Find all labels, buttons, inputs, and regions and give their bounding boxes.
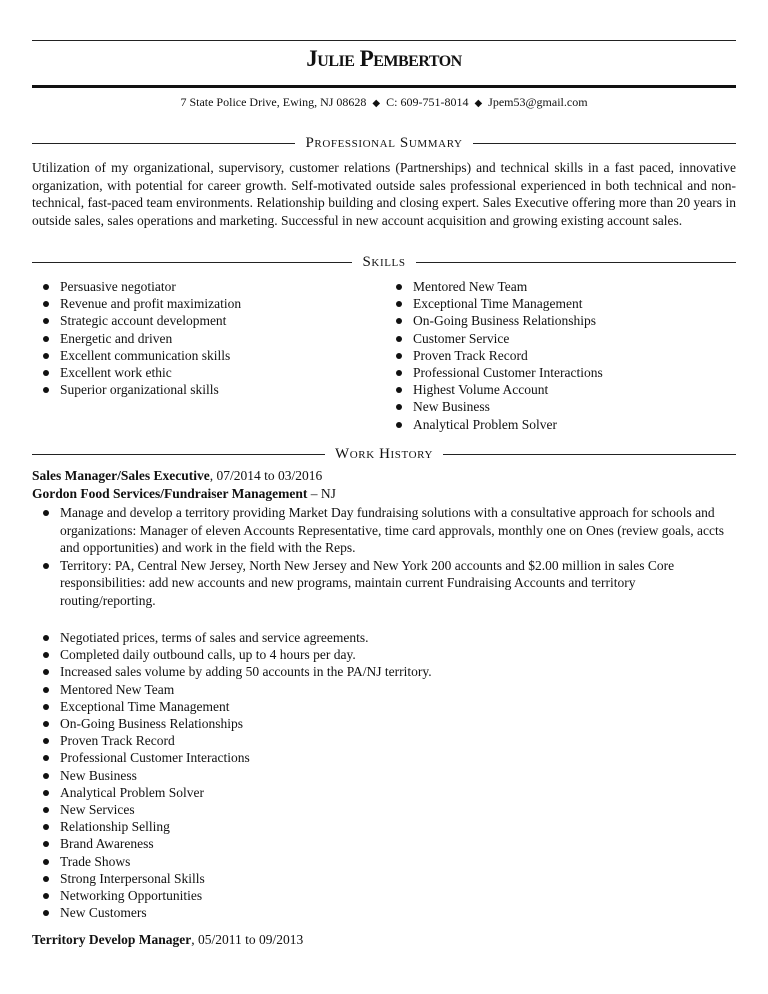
bullet-item: Mentored New Team — [40, 681, 432, 698]
skill-item: Proven Track Record — [393, 347, 603, 364]
diamond-icon: ◆ — [474, 98, 483, 109]
job1-location: – NJ — [307, 486, 336, 501]
bullet-item: Negotiated prices, terms of sales and service agreements. — [40, 629, 432, 646]
summary-text: Utilization of my organizational, supervisory, customer relations (Partnerships) and technical skills in a fast paced, innovative organization, with potential for career growth. Self-motivated outside sales professional experienced in both technical and non-technical, fast-paced team environments. Relationship building and closing expert. Sales Executive offering more than 20 years in outside sales, sales operations and marketing. Successful in new account acquisition and growing existing account sales. — [32, 160, 736, 228]
skill-item: Analytical Problem Solver — [393, 416, 603, 433]
skills-left-list — [40, 278, 241, 398]
name-underline — [32, 85, 736, 88]
detail-item: Manage and develop a territory providing Market Day fundraising solutions with a consultative approach for schools and organizations: Manager of eleven Accounts Representative, time card approvals, monthly one on Ones (review goals, accts and opportunities) and work in the field with the Reps. — [40, 504, 730, 557]
bullet-item: Exceptional Time Management — [40, 698, 432, 715]
skill-item: Excellent communication skills — [40, 347, 241, 364]
divider — [416, 262, 736, 263]
bullet-item: Trade Shows — [40, 853, 432, 870]
job2-title-line — [32, 932, 303, 948]
job1-title: Sales Manager/Sales Executive — [32, 468, 210, 483]
job1-company-line — [32, 486, 336, 502]
job1-details-list — [40, 504, 730, 610]
phone: C: 609-751-8014 — [386, 95, 469, 109]
divider — [32, 454, 325, 455]
skill-item: Mentored New Team — [393, 278, 603, 295]
divider — [473, 143, 736, 144]
job1-company: Gordon Food Services/Fundraiser Management — [32, 486, 308, 501]
job2-dates: , 05/2011 to 09/2013 — [191, 932, 304, 947]
summary-heading-label: Professional Summary — [305, 134, 463, 151]
skill-item: Persuasive negotiator — [40, 278, 241, 295]
diamond-icon: ◆ — [372, 98, 381, 109]
bullet-item: Professional Customer Interactions — [40, 749, 432, 766]
candidate-name: Julie Pemberton — [306, 46, 462, 71]
detail-item: Territory: PA, Central New Jersey, North New Jersey and New York 200 accounts and $2.00 million in sales Core responsibilities: add new accounts and new programs, maintain current Fundraising Accounts and territory routing/reporting. — [40, 557, 730, 610]
bullet-item: Proven Track Record — [40, 732, 432, 749]
divider — [443, 454, 736, 455]
bullet-item: Completed daily outbound calls, up to 4 hours per day. — [40, 646, 432, 663]
work-heading-label: Work History — [334, 445, 434, 462]
address: 7 State Police Drive, Ewing, NJ 08628 — [180, 95, 367, 109]
bullet-item: New Services — [40, 801, 432, 818]
skill-item: New Business — [393, 398, 603, 415]
bullet-item: Brand Awareness — [40, 835, 432, 852]
job1-dates: , 07/2014 to 03/2016 — [209, 468, 323, 483]
bullet-item: New Customers — [40, 904, 432, 921]
bullet-item: On-Going Business Relationships — [40, 715, 432, 732]
work-heading — [32, 446, 736, 462]
skill-item: Energetic and driven — [40, 330, 241, 347]
skill-item: Strategic account development — [40, 312, 241, 329]
skill-item: Exceptional Time Management — [393, 295, 603, 312]
skill-item: Customer Service — [393, 330, 603, 347]
skill-item: On-Going Business Relationships — [393, 312, 603, 329]
divider — [32, 143, 295, 144]
top-rule — [32, 40, 736, 41]
email: Jpem53@gmail.com — [488, 95, 588, 109]
skill-item: Highest Volume Account — [393, 381, 603, 398]
job1-title-line — [32, 468, 322, 484]
skill-item: Professional Customer Interactions — [393, 364, 603, 381]
summary-heading — [32, 135, 736, 151]
bullet-item: Relationship Selling — [40, 818, 432, 835]
divider — [32, 262, 352, 263]
skills-right-list — [393, 278, 603, 433]
skill-item: Excellent work ethic — [40, 364, 241, 381]
bullet-item: New Business — [40, 767, 432, 784]
bullet-item: Analytical Problem Solver — [40, 784, 432, 801]
contact-line — [0, 95, 768, 110]
skill-item: Revenue and profit maximization — [40, 295, 241, 312]
skill-item: Superior organizational skills — [40, 381, 241, 398]
bullet-item: Increased sales volume by adding 50 accounts in the PA/NJ territory. — [40, 663, 432, 680]
job2-title: Territory Develop Manager — [32, 932, 192, 947]
skills-heading-label: Skills — [362, 253, 406, 270]
bullet-item: Networking Opportunities — [40, 887, 432, 904]
bullet-item: Strong Interpersonal Skills — [40, 870, 432, 887]
job1-bullets-list — [40, 629, 432, 921]
skills-heading — [32, 254, 736, 270]
